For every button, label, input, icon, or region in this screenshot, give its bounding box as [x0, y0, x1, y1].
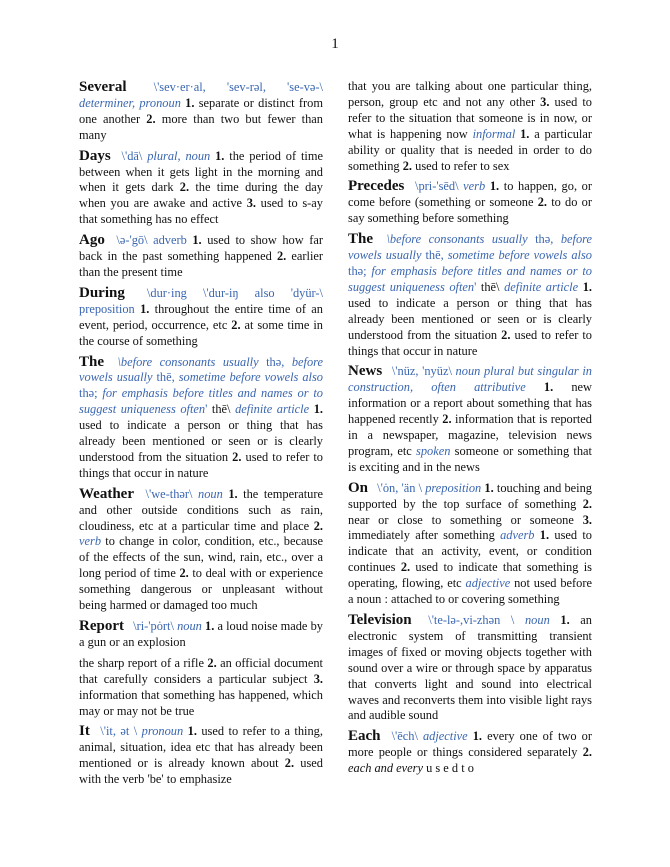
entry-text: adjective	[465, 576, 511, 591]
entry-text	[526, 380, 544, 394]
dictionary-entry-it-cont	[348, 79, 592, 174]
entry-text: adverb	[500, 528, 535, 543]
entry-text: 2.	[582, 496, 592, 511]
entry-text: \before consonants usually	[110, 354, 267, 369]
entry-text: 1.	[185, 95, 195, 110]
right-column	[348, 79, 592, 782]
entry-text: before vowels usually	[79, 354, 324, 385]
headword: Each	[348, 728, 381, 745]
entry-text: \'nüz, 'nyüz\	[388, 364, 456, 379]
entry-text: definite article	[504, 279, 579, 294]
entry-text: at some time in the course of something	[79, 317, 323, 348]
entry-text: \before consonants usually	[379, 232, 536, 247]
entry-text: 2.	[231, 317, 241, 332]
dictionary-entry-report-cont	[79, 656, 323, 720]
dictionary-entry-report	[79, 619, 323, 651]
entry-text: \'it, ət \	[95, 724, 142, 739]
entry-text: 3.	[313, 671, 323, 686]
entry-text: 1.	[543, 380, 554, 395]
entry-text: '	[205, 402, 212, 417]
entry-text: the sharp report of a rifle	[79, 655, 208, 670]
dictionary-entry-several	[79, 80, 323, 144]
entry-text: thē\	[480, 279, 505, 294]
entry-text: information that is reported in a newspaper, magazine, television news program, etc	[348, 412, 592, 458]
entry-text: used to refer to a thing, animal, situation, idea etc that has already been mentioned or is already known about	[79, 724, 323, 771]
headword: Several	[79, 79, 127, 95]
entry-text: thē\	[211, 402, 236, 417]
headword: Precedes	[348, 178, 405, 195]
entry-text: used to indicate a person or thing that has already been mentioned or seen or is clearly understood from the situation	[348, 295, 592, 342]
entry-text: before vowels usually	[348, 232, 593, 263]
entry-text: near or close to something or someone	[348, 512, 583, 527]
entry-text: 2.	[146, 111, 156, 126]
headword: On	[348, 479, 369, 496]
dictionary-entry-news	[348, 364, 592, 475]
dictionary-entry-weather	[79, 487, 323, 614]
entry-text: that you are talking about one particular thing, person, group etc and not any other	[348, 79, 592, 109]
entry-text: used with the verb 'be' to emphasize	[79, 756, 323, 787]
entry-text: informal	[472, 126, 516, 141]
entry-text: \'ȯn, 'än \	[374, 480, 426, 495]
entry-text: '	[474, 279, 481, 294]
entry-text: immediately after something	[348, 528, 501, 543]
entry-text: 2.	[501, 327, 511, 342]
entry-text: used to refer to things that occur in nature	[348, 327, 592, 358]
entry-text: used to indicate that an activity, event, or condition continues	[348, 528, 592, 575]
entry-text: \'we-thər\	[139, 486, 199, 501]
entry-text: verb	[79, 534, 102, 549]
entry-text: not used before a noun : attached to or covering something	[348, 576, 592, 607]
entry-text: 1.	[228, 486, 238, 501]
entry-text: 1.	[140, 301, 150, 316]
entry-text: 3.	[246, 196, 256, 211]
entry-text: pronoun	[141, 724, 184, 739]
entry-text: to change in color, condition, etc., because of the effects of the sun, wind, rain, etc., over a long period of time	[79, 534, 323, 581]
entry-text: the time during the day when you are awake and active	[79, 180, 323, 211]
dictionary-entry-during	[79, 286, 323, 350]
dictionary-entry-ago	[79, 233, 323, 281]
entry-text: 1.	[484, 480, 494, 495]
entry-text: 2.	[442, 412, 452, 427]
entry-text: 1.	[539, 528, 550, 543]
entry-text: sometime before vowels also	[178, 370, 323, 385]
dictionary-entry-the	[79, 355, 323, 482]
entry-text: 2.	[179, 566, 189, 581]
entry-text: earlier than the present time	[79, 249, 324, 279]
entry-text: thē,	[156, 370, 179, 385]
headword: During	[79, 284, 125, 301]
entry-text: determiner, pronoun	[79, 95, 181, 110]
headword: It	[79, 723, 90, 740]
entry-text: used to indicate that something is operating, flowing, etc	[348, 560, 593, 591]
entry-text: 2.	[400, 560, 411, 575]
dictionary-entry-it	[79, 724, 323, 788]
entry-text: used to show how far back in the past something happened	[79, 233, 323, 264]
entry-text: separate or distinct from one another	[79, 95, 323, 126]
entry-text: 3.	[582, 512, 592, 527]
entry-text: 1.	[582, 279, 592, 294]
left-column	[79, 80, 323, 793]
entry-text: new information or a report about something that has happened recently	[348, 380, 592, 427]
entry-text: each and every	[348, 761, 423, 776]
entry-text: 1.	[205, 619, 215, 633]
entry-text: preposition	[425, 480, 482, 495]
entry-text: \dur·ing \'dur-iŋ also 'dyür-\ preposition	[79, 285, 323, 316]
entry-text: u s e d t o	[423, 761, 474, 776]
entry-text: 1.	[215, 148, 225, 163]
entry-text: 2.	[207, 655, 217, 670]
entry-text: used to indicate a person or thing that has already been mentioned or seen or is clearly understood from the situation	[79, 418, 323, 464]
entry-text: used to refer to things that occur in nature	[79, 449, 323, 480]
entry-text	[550, 613, 561, 627]
dictionary-entry-the-2	[348, 232, 592, 359]
entry-text: 1.	[187, 724, 197, 739]
entry-text: definite article	[235, 402, 310, 417]
entry-text: noun	[177, 619, 202, 633]
entry-text: spoken	[416, 443, 451, 458]
entry-text: used to refer to the situation that someone is in now, or what is happening now	[348, 94, 592, 141]
dictionary-entry-precedes	[348, 179, 592, 227]
entry-text: 2.	[582, 745, 592, 760]
entry-text: verb	[463, 179, 486, 194]
entry-text: the temperature and other outside conditions such as rain, cloudiness, etc at a particular time and place	[79, 486, 324, 533]
entry-text: \'dā\	[116, 148, 148, 163]
entry-text: \'sev·er·al, 'sev-rəl, 'se-və-\	[132, 80, 323, 94]
entry-text: someone or something that is exciting and in the news	[348, 443, 592, 474]
entry-text: \'te-lə-,vi-zhən \	[417, 613, 525, 627]
entry-text: 1.	[313, 402, 323, 417]
entry-text: plural, noun	[147, 148, 211, 163]
entry-text: \ə-'gō\ adverb	[110, 233, 193, 248]
headword: Weather	[79, 485, 134, 502]
entry-text: noun	[524, 613, 550, 627]
entry-text: 2.	[537, 195, 547, 210]
entry-text: adjective	[422, 729, 468, 744]
entry-text: noun plural but singular in construction, often attributive	[348, 364, 592, 395]
entry-text: for emphasis before titles and names or to suggest uniqueness often	[79, 386, 323, 417]
dictionary-entry-days	[79, 149, 323, 229]
entry-text: sometime before vowels also	[447, 248, 592, 263]
entry-text: 1.	[560, 613, 570, 627]
entry-text: thē,	[425, 248, 448, 263]
entry-text: used to refer to sex	[412, 158, 510, 173]
entry-text: thə,	[266, 354, 292, 369]
dictionary-entry-on	[348, 481, 592, 608]
entry-text: noun	[198, 486, 223, 501]
headword: Report	[79, 618, 124, 634]
entry-text: \pri-'sēd\	[410, 179, 464, 194]
entry-text: 1.	[489, 179, 500, 194]
entry-text: touching and being supported by the top surface of something	[348, 480, 592, 511]
entry-text: \ri-'pȯrt\	[130, 619, 178, 633]
entry-text: thə,	[535, 232, 561, 247]
headword: Television	[348, 612, 412, 628]
page-number: 1	[331, 36, 339, 52]
headword: The	[79, 353, 105, 370]
entry-text: more than two but fewer than many	[79, 111, 323, 142]
headword: Ago	[79, 232, 105, 249]
entry-text: \'ēch\	[386, 729, 423, 744]
entry-text: an electronic system of transmitting transient images of fixed or moving objects together with sound over a wire or through space by apparatus that converts light and sound into electrical waves and reconverts them into visible light rays and audible sound	[348, 613, 592, 723]
entry-text: 1.	[520, 126, 530, 141]
entry-text: to happen, go, or come before (something or someone	[348, 179, 592, 210]
headword: News	[348, 363, 383, 380]
headword: Days	[79, 147, 111, 164]
entry-text: information that something has happened, which may or may not be true	[79, 687, 323, 718]
entry-text: 2.	[313, 518, 323, 533]
entry-text: 1.	[472, 729, 483, 744]
entry-text: used to s-ay that something has no effect	[79, 196, 323, 227]
entry-text: a loud noise made by a gun or an explosion	[79, 619, 323, 649]
dictionary-entry-television	[348, 613, 592, 724]
entry-text: an official document that carefully considers a particular subject	[79, 655, 323, 686]
entry-text: 2.	[179, 180, 190, 195]
entry-text: 2.	[284, 756, 295, 771]
entry-text: for emphasis before titles and names or to suggest uniqueness often	[348, 263, 592, 294]
entry-text: 2.	[232, 449, 242, 464]
entry-text: 2.	[402, 158, 413, 173]
entry-text: to deal with or experience something dangerous or unpleasant without being harmed or damaged too much	[79, 566, 324, 613]
entry-text: thə;	[79, 386, 103, 401]
headword: The	[348, 231, 374, 248]
entry-text: throughout the entire time of an event, period, occurrence, etc	[79, 301, 323, 332]
entry-text: a particular ability or quality that is needed in order to do something	[348, 126, 592, 173]
entry-text: 1.	[192, 233, 202, 248]
entry-text: every one of two or more people or things considered separately	[348, 729, 592, 760]
entry-text: 2.	[276, 249, 287, 264]
entry-text: 3.	[540, 94, 550, 109]
entry-text: the period of time between when it gets light in the morning and when it gets dark	[79, 148, 323, 195]
entry-text: thə;	[348, 263, 372, 278]
entry-text: to do or say something before something	[348, 195, 592, 226]
dictionary-entry-each	[348, 729, 592, 777]
